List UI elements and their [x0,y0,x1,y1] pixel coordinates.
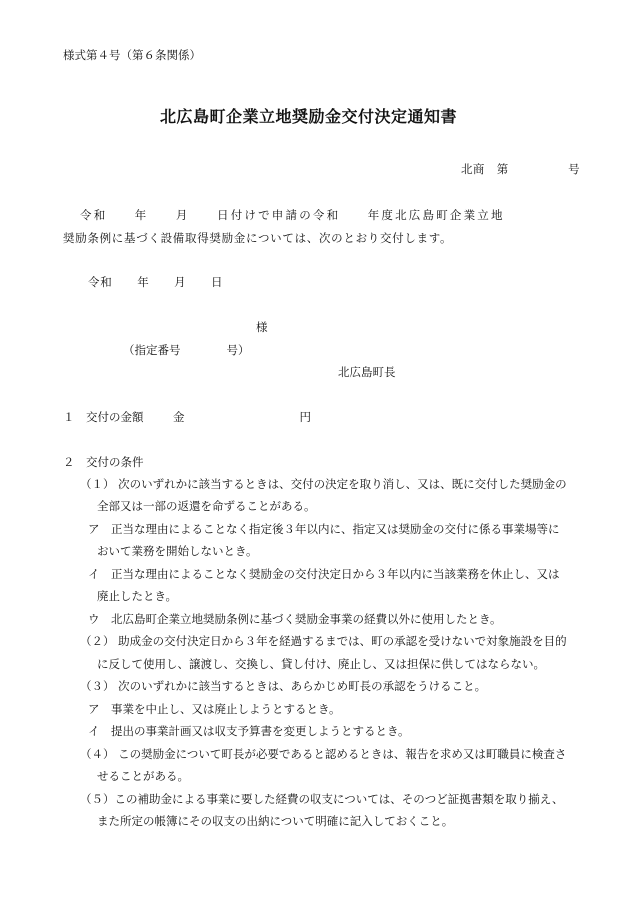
condition-line: （３） 次のいずれかに該当するときは、あらかじめ町長の承認をうけること。 [80,679,487,693]
grant-amount: 金 円 [173,410,311,424]
document-number: 北商 第 号 [461,162,580,176]
condition-line: おいて業務を開始しないとき。 [97,544,258,558]
condition-line: 廃止したとき。 [97,589,178,603]
condition-line: ア 正当な理由によることなく指定後３年以内に、指定又は奨励金の交付に係る事業場等に [88,522,560,536]
condition-line: （２） 助成金の交付決定日から３年を経過するまでは、町の承認を受けないで対象施設を目的 [80,634,567,648]
section-2-heading: ２ 交付の条件 [63,455,144,469]
intro-line-2: 奨励条例に基づく設備取得奨励金については、次のとおり交付します。 [63,231,453,245]
document-title: 北広島町企業立地奨励金交付決定通知書 [160,107,458,126]
notice-date: 令和 年 月 日 [88,275,224,289]
section-1-heading: １ 交付の金額 [63,410,144,424]
issuer-name: 北広島町長 [338,365,396,379]
condition-line: （１） 次のいずれかに該当するときは、交付の決定を取り消し、又は、既に交付した奨励金の [80,477,567,491]
condition-line: （５）この補助金による事業に要した経費の収支については、そのつど証拠書類を取り揃え、 [80,792,564,806]
condition-line: に反して使用し、譲渡し、交換し、貸し付け、廃止し、又は担保に供してはならない。 [97,657,546,671]
condition-line: （４） この奨励金について町長が必要であると認めるときは、報告を求め又は町職員に検査さ [80,747,567,761]
form-label: 様式第４号（第６条関係） [63,48,201,62]
recipient-sama: 様 [256,320,268,334]
condition-line: ウ 北広島町企業立地奨励条例に基づく奨励金事業の経費以外に使用したとき。 [88,612,502,626]
condition-line: また所定の帳簿にその収支の出納について明確に記入しておくこと。 [97,814,454,828]
condition-line: イ 正当な理由によることなく奨励金の交付決定日から３年以内に当該業務を休止し、又は [88,567,560,581]
condition-line: ア 事業を中止し、又は廃止しようとするとき。 [88,702,341,716]
condition-line: イ 提出の事業計画又は収支予算書を変更しようとするとき。 [88,724,410,738]
designation-number: （指定番号 号） [123,343,250,357]
condition-line: せることがある。 [97,769,189,783]
condition-line: 全部又は一部の返還を命ずることがある。 [97,499,316,513]
intro-line-1: 令和 年 月 日付けで申請の令和 年度北広島町企業立地 [80,208,505,222]
